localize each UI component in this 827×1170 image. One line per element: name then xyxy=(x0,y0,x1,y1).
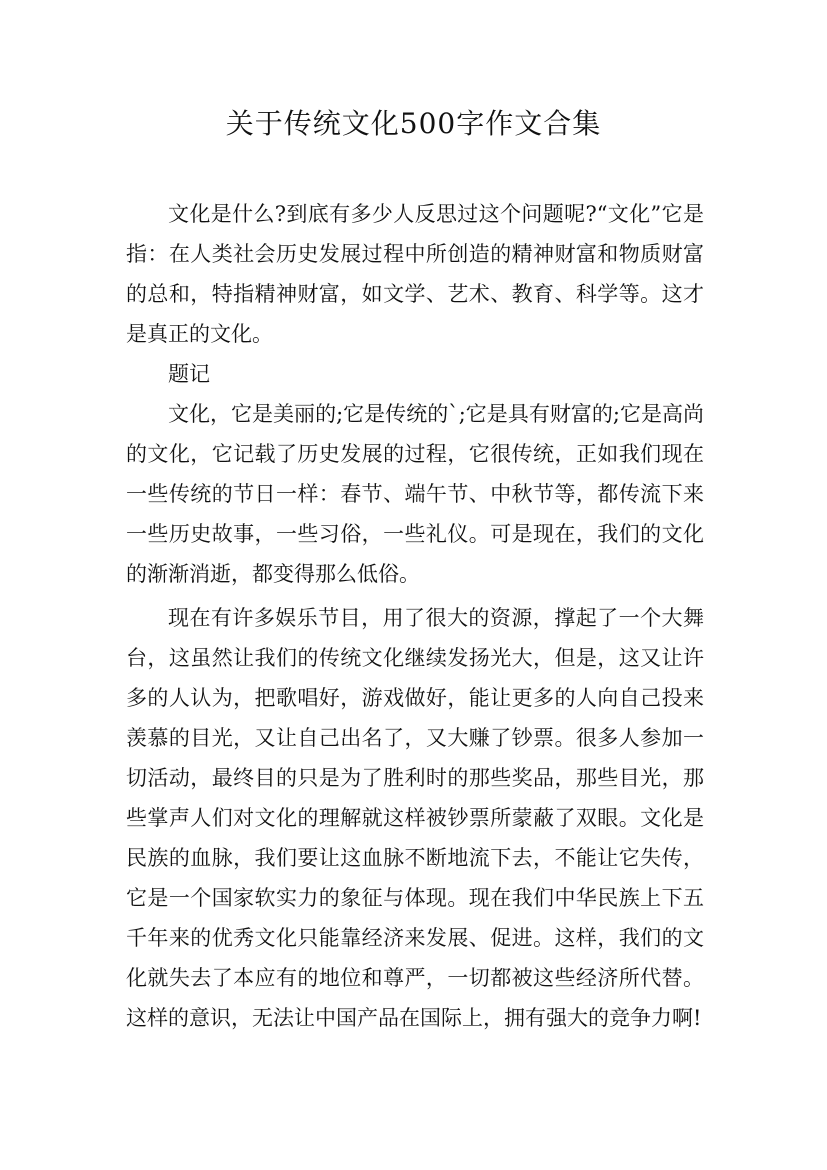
paragraph-culture-tradition: 文化，它是美丽的;它是传统的`;它是具有财富的;它是高尚的文化，它记载了历史发展的过程，它很传统，正如我们现在一些传统的节日一样：春节、端午节、中秋节等，都传流下来一些历史故事，一些习俗，一些礼仪。可是现在，我们的文化的渐渐消逝，都变得那么低俗。 xyxy=(126,402,704,586)
document-title: 关于传统文化500字作文合集 xyxy=(225,107,602,140)
paragraph-entertainment: 现在有许多娱乐节目，用了很大的资源，撑起了一个大舞台，这虽然让我们的传统文化继续发扬光大，但是，这又让许多的人认为，把歌唱好，游戏做好，能让更多的人向自己投来羡慕的目光，又让自己出名了，又大赚了钞票。很多人参加一切活动，最终目的只是为了胜利时的那些奖品，那些目光，那些掌声人们对文化的理解就这样被钞票所蒙蔽了双眼。文化是民族的血脉，我们要让这血脉不断地流下去，不能让它失传，它是一个国家软实力的象征与体现。现在我们中华民族上下五千年来的优秀文化只能靠经济来发展、促进。这样，我们的文化就失去了本应有的地位和尊严，一切都被这些经济所代替。这样的意识，无法让中国产品在国际上，拥有强大的竞争力啊! xyxy=(126,606,704,1030)
paragraph-epigraph-label: 题记 xyxy=(168,362,210,386)
document-body xyxy=(126,194,704,1038)
paragraph-intro: 文化是什么?到底有多少人反思过这个问题呢?“文化”它是指：在人类社会历史发展过程中所创造的精神财富和物质财富的总和，特指精神财富，如文学、艺术、教育、科学等。这才是真正的文化。 xyxy=(126,202,704,346)
